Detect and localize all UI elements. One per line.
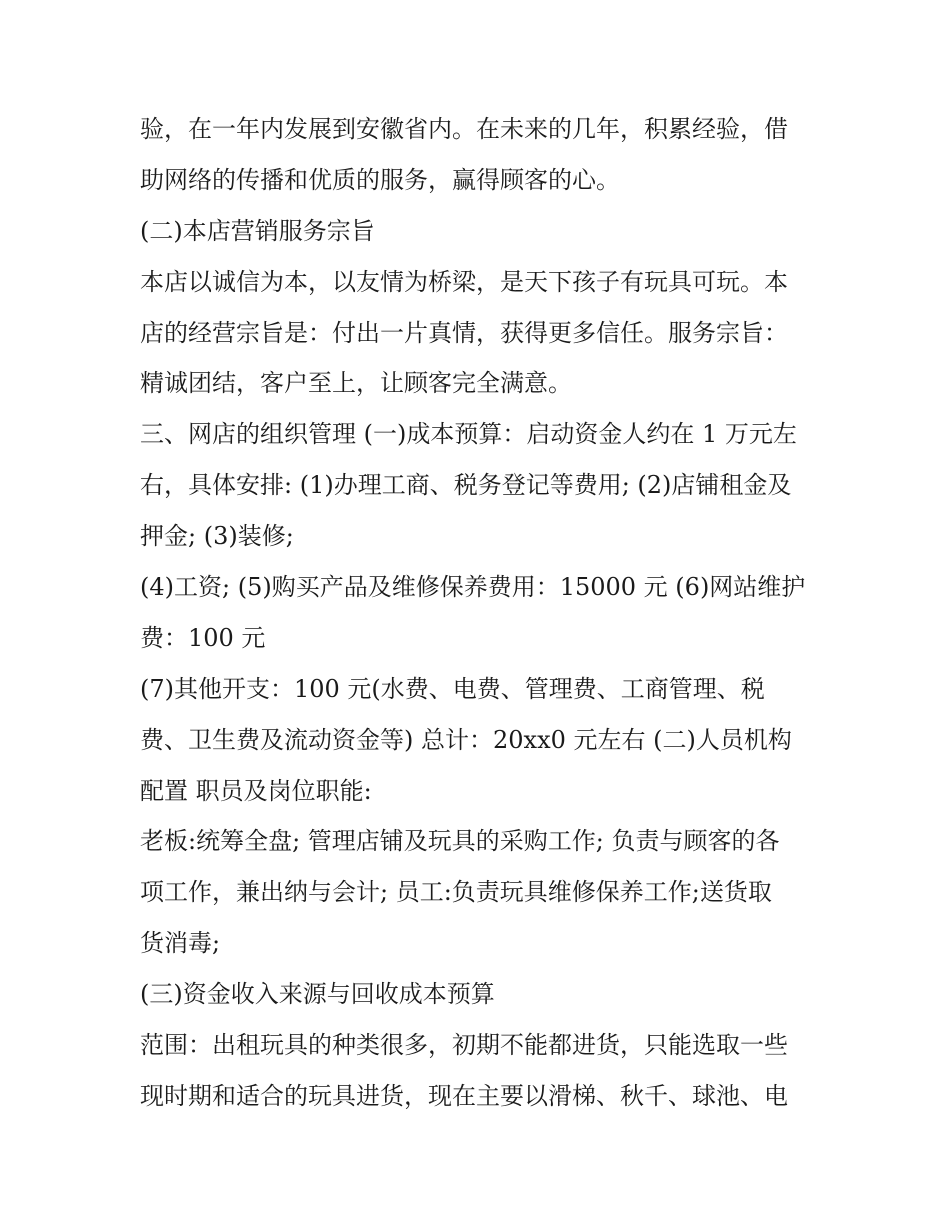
text-line: 右，具体安排: (1)办理工商、税务登记等费用; (2)店铺租金及 [140,471,792,500]
text-line: (7)其他开支：100 元(水费、电费、管理费、工商管理、税 [140,674,765,703]
text-line: 精诚团结，客户至上，让顾客完全满意。 [140,369,572,398]
text-line: 押金; (3)装修; [140,522,294,551]
text-line: 现时期和适合的玩具进货，现在主要以滑梯、秋千、球池、电 [140,1081,788,1110]
text-line: 店的经营宗旨是：付出一片真情，获得更多信任。服务宗旨： [140,318,788,347]
section-heading: (三)资金收入来源与回收成本预算 [140,980,495,1009]
text-line: 助网络的传播和优质的服务，赢得顾客的心。 [140,165,620,194]
text-line: (4)工资; (5)购买产品及维修保养费用：15000 元 (6)网站维护 [140,573,806,602]
text-line: 货消毒; [140,929,221,958]
text-line: 三、网店的组织管理 (一)成本预算：启动资金人约在 1 万元左 [140,420,797,449]
text-line: 费、卫生费及流动资金等) 总计：20xx0 元左右 (二)人员机构 [140,725,792,754]
text-line: 配置 职员及岗位职能: [140,776,372,805]
section-heading: (二)本店营销服务宗旨 [140,216,375,245]
text-line: 费：100 元 [140,623,266,652]
text-line: 验，在一年内发展到安徽省内。在未来的几年，积累经验，借 [140,115,788,143]
text-line: 本店以诚信为本，以友情为桥梁，是天下孩子有玩具可玩。本 [140,267,788,296]
document-body [140,104,830,1122]
text-line: 范围：出租玩具的种类很多，初期不能都进货，只能选取一些 [140,1031,788,1060]
text-line: 项工作，兼出纳与会计; 员工:负责玩具维修保养工作;送货取 [140,878,772,907]
text-line: 老板:统筹全盘; 管理店铺及玩具的采购工作; 负责与顾客的各 [140,827,780,856]
